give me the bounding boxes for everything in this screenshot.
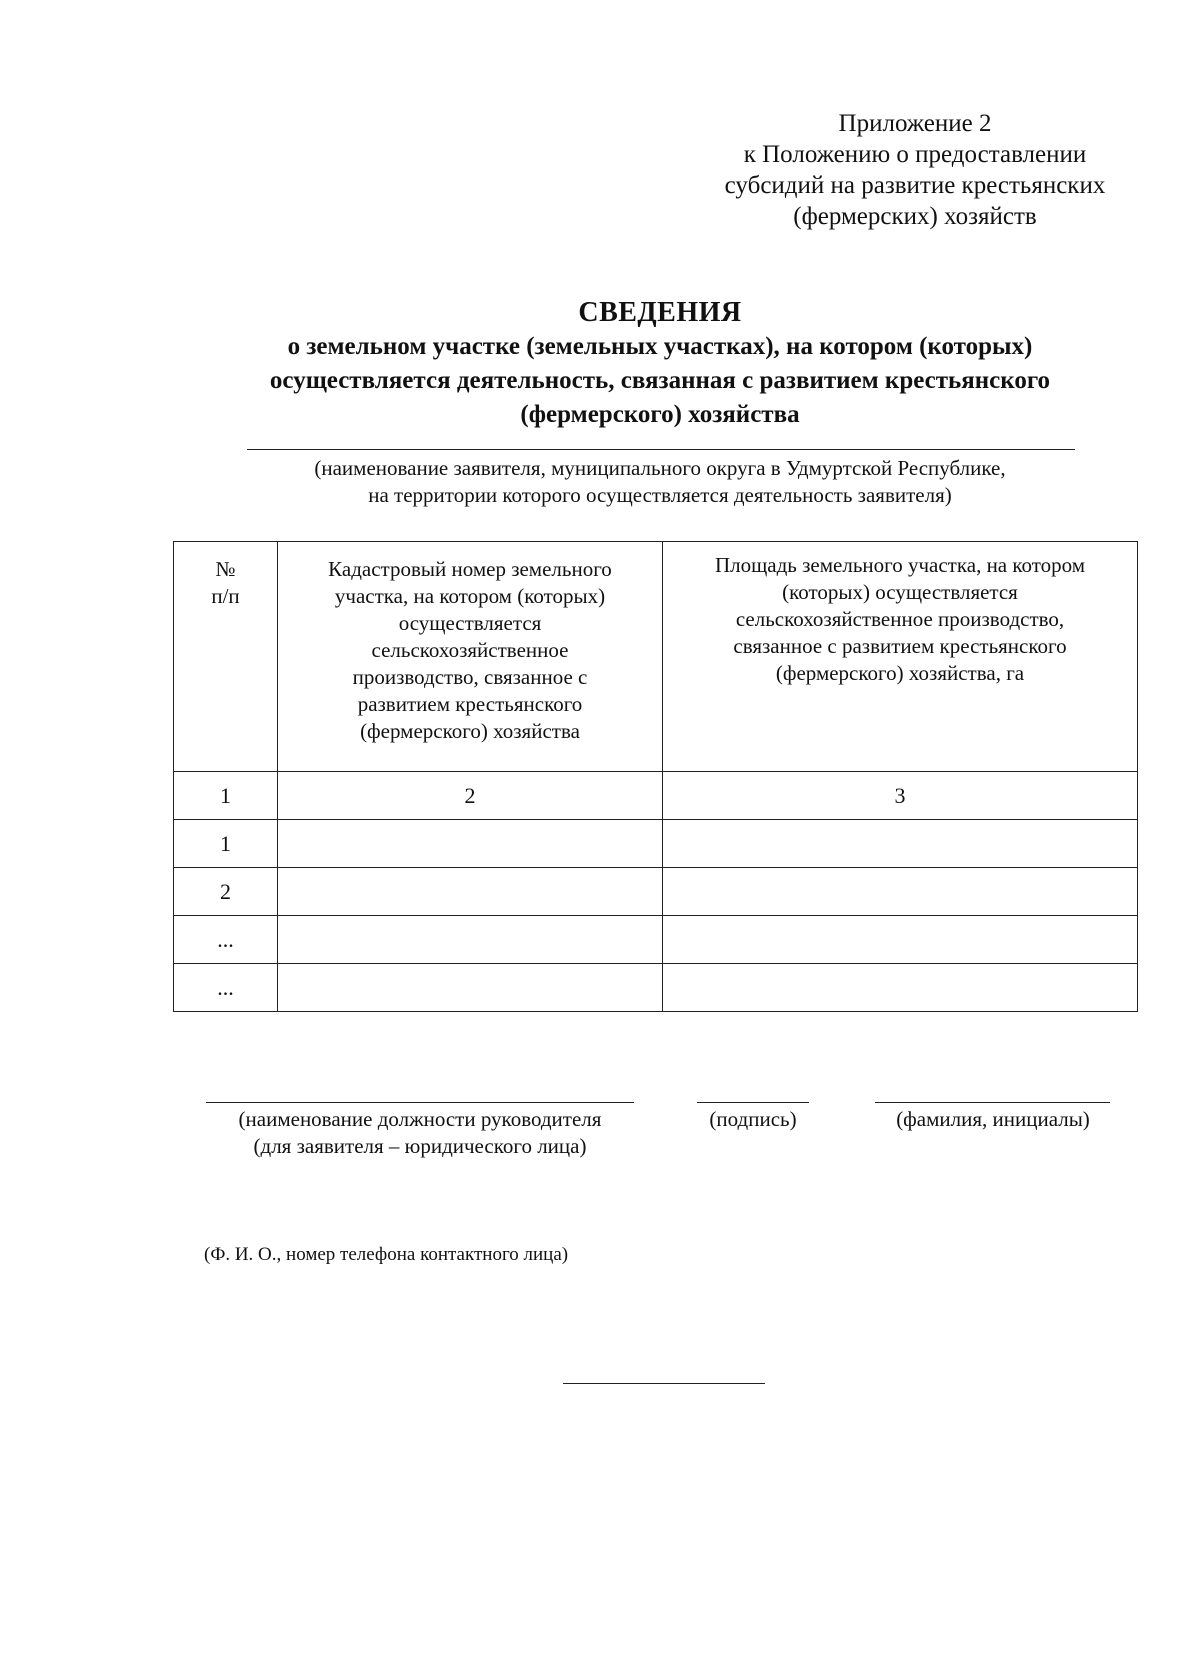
table-row [174,964,1138,1012]
applicant-name-field[interactable] [247,449,1075,450]
cadastral-number-cell[interactable] [278,868,663,916]
row-number: 2 [174,868,278,916]
subtitle-line: (фермерского) хозяйства [520,401,800,428]
column-number: 1 [174,772,278,820]
header-line: № [215,557,236,581]
cadastral-number-cell[interactable] [278,964,663,1012]
area-cell[interactable] [663,820,1138,868]
contact-label: (Ф. И. О., номер телефона контактного лица) [204,1244,569,1265]
document-subtitle [170,330,1150,432]
header-line: Кадастровый номер земельного [328,557,612,581]
header-line: развитием крестьянского [357,692,583,716]
row-number: 1 [174,820,278,868]
header-area [663,542,1138,772]
area-cell[interactable] [663,868,1138,916]
header-line: связанное с развитием крестьянского [733,634,1067,658]
header-line: (фермерского) хозяйства, га [775,661,1025,685]
table-row [174,868,1138,916]
appendix-line: субсидий на развитие крестьянских [724,172,1106,199]
title-block [170,296,1150,432]
area-cell[interactable] [663,964,1138,1012]
header-cadastral-number [278,542,663,772]
document-title: СВЕДЕНИЯ [578,297,742,328]
header-line: сельскохозяйственное производство, [735,607,1065,631]
signature-label: (подпись) [709,1107,797,1131]
column-number-row [174,772,1138,820]
applicant-hint-line: на территории которого осуществляется деятельность заявителя) [368,483,952,507]
header-line: сельскохозяйственное [371,638,569,662]
header-line: осуществляется [398,611,542,635]
row-number: ... [174,916,278,964]
name-label: (фамилия, инициалы) [896,1107,1090,1131]
position-field[interactable] [206,1102,634,1103]
end-divider [563,1383,765,1384]
appendix-line: Приложение 2 [838,110,992,137]
header-line: участка, на котором (которых) [334,584,606,608]
table-header-row [174,542,1138,772]
appendix-reference [680,108,1150,232]
header-line: производство, связанное с [352,665,588,689]
header-line: (фермерского) хозяйства [360,719,580,743]
column-number: 3 [663,772,1138,820]
subtitle-line: о земельном участке (земельных участках), на котором (которых) [287,333,1033,360]
area-cell[interactable] [663,916,1138,964]
appendix-line: к Положению о предоставлении [743,141,1087,168]
cadastral-number-cell[interactable] [278,916,663,964]
applicant-hint-line: (наименование заявителя, муниципального округа в Удмуртской Республике, [314,456,1006,480]
header-number [174,542,278,772]
position-label-line: (наименование должности руководителя [238,1107,602,1131]
header-line: (которых) осуществляется [782,580,1018,604]
header-line: п/п [211,584,240,608]
appendix-line: (фермерских) хозяйств [793,203,1037,230]
name-field[interactable] [875,1102,1110,1103]
table-row [174,916,1138,964]
subtitle-line: осуществляется деятельность, связанная с развитием крестьянского [269,367,1051,394]
row-number: ... [174,964,278,1012]
column-number: 2 [278,772,663,820]
position-label-line: (для заявителя – юридического лица) [253,1134,587,1158]
position-label [196,1106,644,1160]
land-plots-table [173,541,1138,1012]
header-line: Площадь земельного участка, на котором [714,553,1086,577]
table-row [174,820,1138,868]
applicant-hint [200,455,1120,509]
cadastral-number-cell[interactable] [278,820,663,868]
signature-field[interactable] [697,1102,809,1103]
